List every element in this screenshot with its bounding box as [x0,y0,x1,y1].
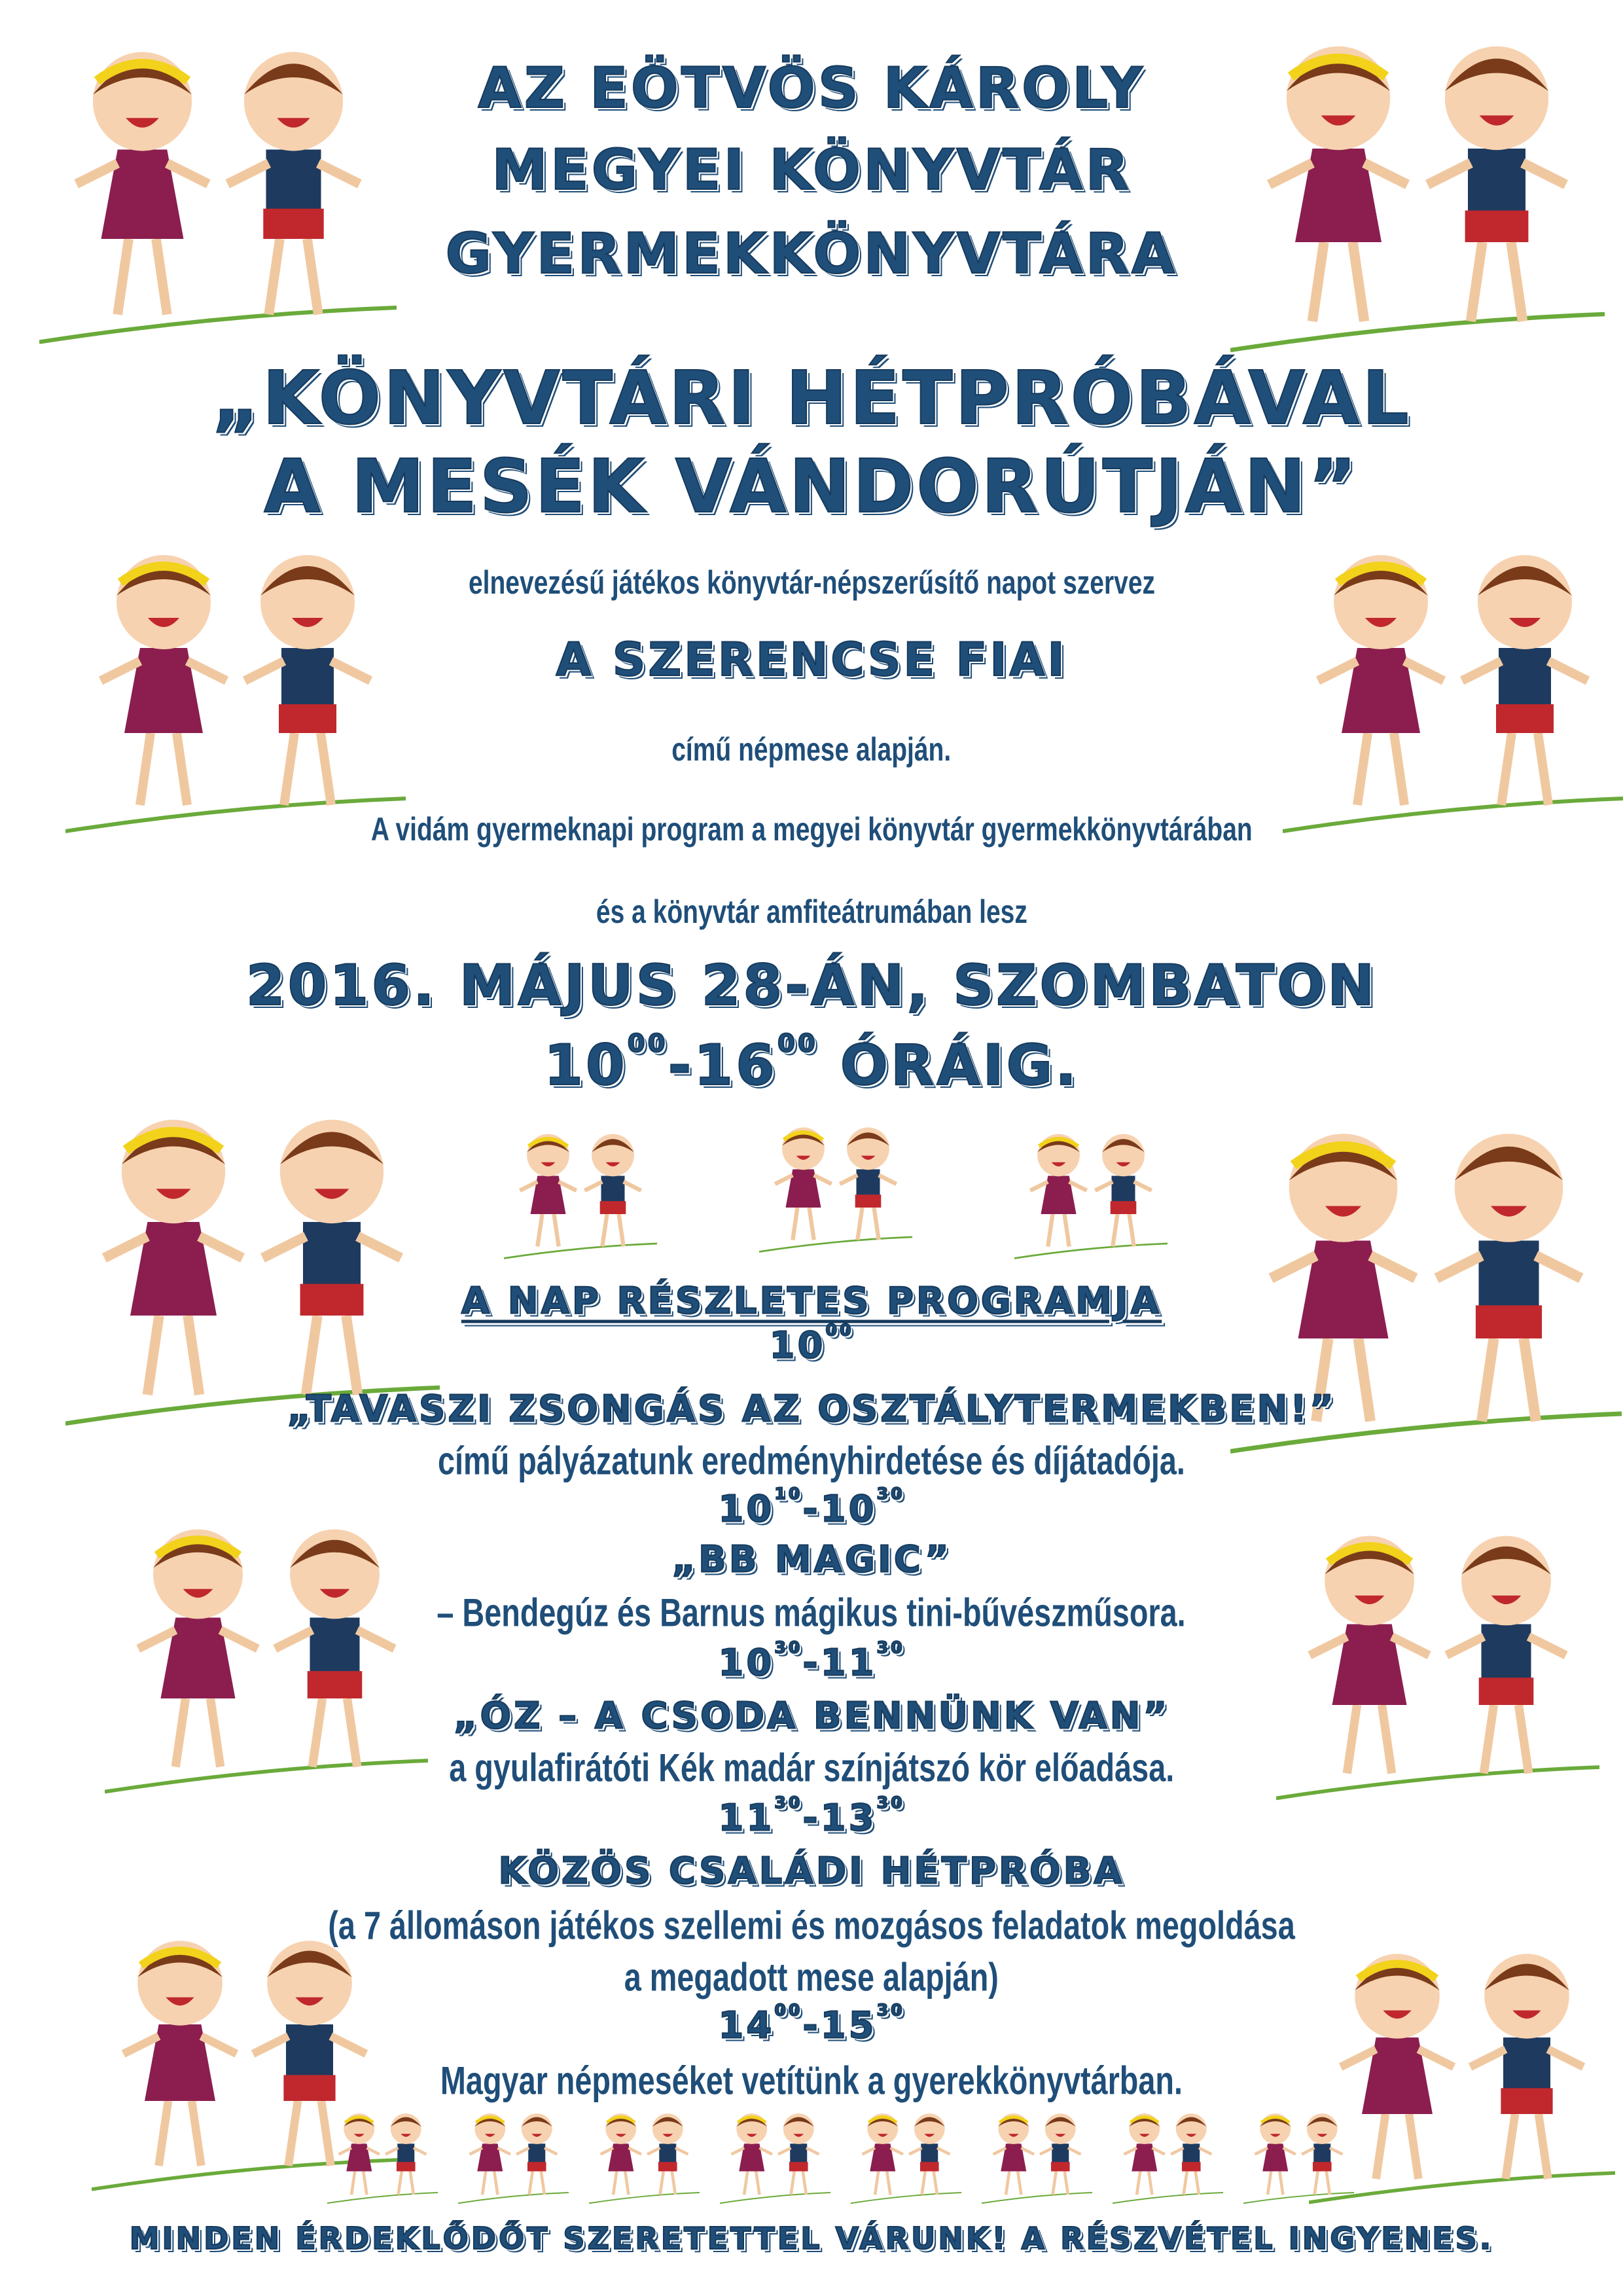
footer-text: MINDEN ÉRDEKLŐDŐT SZERETETTEL VÁRUNK! A RÉSZVÉTEL INGYENES. [129,2221,1494,2256]
children-row-2 [458,2108,569,2208]
children-icon [1113,2108,1223,2206]
program-title: „TAVASZI ZSONGÁS AZ OSZTÁLYTERMEKBEN!” [287,1388,1336,1431]
children-row-7 [1113,2108,1223,2208]
children-left-3 [65,1100,440,1433]
program-description: – Bendegúz és Barnus mágikus tini-bűvészműsora. [437,1590,1186,1635]
program-title: „ÓZ – A CSODA BENNÜNK VAN” [453,1695,1170,1738]
children-icon [327,2108,438,2206]
program-description: (a 7 állomáson játékos szellemi és mozgásos feladatok megoldása [328,1903,1295,1948]
program-description: Magyar népmeséket vetítünk a gyerekkönyvtárban. [440,2058,1183,2103]
event-date: 2016. MÁJUS 28-ÁN, SZOMBATON [245,953,1378,1018]
children-icon [589,2108,700,2206]
children-row-1 [327,2108,438,2208]
program-time: $10^{00}$ [769,1320,854,1367]
children-small-3 [1014,1126,1168,1264]
children-icon [1014,1126,1168,1261]
header-line-2: MEGYEI KÖNYVTÁR [491,137,1132,203]
intro-line-2: című népmese alapján. [671,731,952,768]
program-time: $14^{00}-15^{30}$ [718,2000,905,2047]
children-icon [720,2108,830,2206]
program-description: című pályázatunk eredményhirdetése és díjátadója. [438,1439,1185,1483]
header-line-1: AZ EÖTVÖS KÁROLY [478,56,1145,121]
intro-line-4: és a könyvtár amfiteátrumában lesz [596,893,1027,930]
program-description: a megadott mese alapján) [624,1955,999,2000]
children-row-4 [720,2108,830,2208]
title-line-2: A MESÉK VÁNDORÚTJÁN” [264,444,1359,529]
tale-title: A SZERENCSE FIAI [556,633,1067,687]
intro-line-3: A vidám gyermeknapi program a megyei könyvtár gyermekkönyvtárában [370,811,1253,848]
program-title: „BB MAGIC” [671,1538,952,1581]
children-icon [504,1126,657,1261]
program-time: $10^{30}-11^{30}$ [718,1638,905,1685]
children-row-6 [982,2108,1092,2208]
header-line-3: GYERMEKKÖNYVTÁRA [445,221,1178,287]
intro-line-1: elnevezésű játékos könyvtár-népszerűsítő napot szervez [468,564,1155,601]
program-time: $10^{10}-10^{30}$ [718,1484,905,1531]
children-icon [982,2108,1092,2206]
children-row-3 [589,2108,700,2208]
children-icon [851,2108,961,2206]
children-icon [759,1119,912,1255]
children-icon [458,2108,569,2206]
children-small-1 [504,1126,657,1264]
program-description: a gyulafirátóti Kék madár színjátszó kör előadása. [449,1746,1174,1790]
children-small-2 [759,1119,912,1257]
children-row-5 [851,2108,961,2208]
title-line-1: „KÖNYVTÁRI HÉTPRÓBÁVAL [211,356,1412,441]
children-row-8 [1243,2108,1354,2208]
program-title: KÖZÖS CSALÁDI HÉTPRÓBA [498,1850,1125,1893]
program-time: $11^{30}-13^{30}$ [718,1793,905,1840]
children-icon [65,1100,440,1431]
event-time: $10^{00}-16^{00}$ ÓRÁIG. [544,1029,1079,1098]
children-icon [1243,2108,1354,2206]
program-heading: A NAP RÉSZLETES PROGRAMJA [461,1280,1162,1323]
